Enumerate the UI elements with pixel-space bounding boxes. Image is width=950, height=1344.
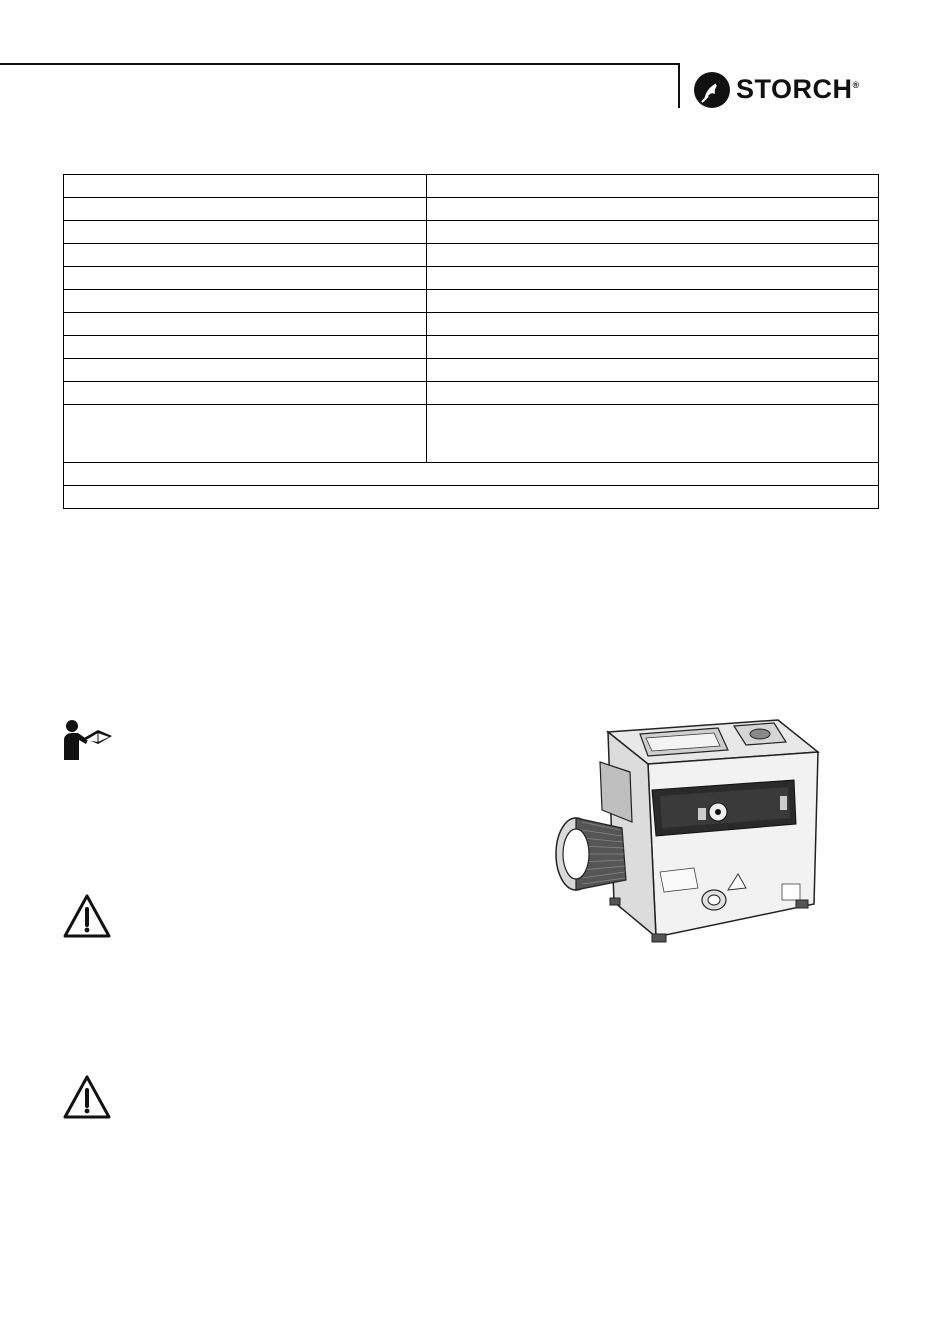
- header-divider: [678, 63, 680, 108]
- table-row: [64, 486, 879, 509]
- table-row: [64, 267, 879, 290]
- header-rule: [0, 63, 680, 65]
- spec-label-cell: [64, 175, 427, 198]
- spec-label-cell: [64, 221, 427, 244]
- table-row: [64, 359, 879, 382]
- table-row: [64, 290, 879, 313]
- spec-label-cell: [64, 244, 427, 267]
- spec-label-cell: [64, 267, 427, 290]
- spec-label-cell: [64, 313, 427, 336]
- heater-unit-illustration: [548, 712, 828, 950]
- spec-full-cell: [64, 486, 879, 509]
- storch-logo: [692, 70, 892, 110]
- warning-triangle-icon: [63, 1074, 111, 1120]
- spec-full-cell: [64, 463, 879, 486]
- table-row: [64, 175, 879, 198]
- spec-label-cell: [64, 359, 427, 382]
- table-row: [64, 244, 879, 267]
- spec-value-cell: [427, 313, 879, 336]
- warning-triangle-icon: [63, 893, 111, 939]
- brand-text: STORCH: [736, 74, 853, 104]
- spec-label-cell: [64, 336, 427, 359]
- spec-value-cell: [427, 175, 879, 198]
- spec-label-cell: [64, 198, 427, 221]
- table-row: [64, 336, 879, 359]
- spec-value-cell: [427, 221, 879, 244]
- spec-value-cell: [427, 198, 879, 221]
- read-manual-icon: [62, 718, 114, 762]
- table-row: [64, 382, 879, 405]
- storch-bird-icon: [692, 70, 732, 110]
- table-row: [64, 198, 879, 221]
- table-row: [64, 313, 879, 336]
- table-row: [64, 463, 879, 486]
- spec-table: [63, 174, 879, 509]
- spec-value-cell: [427, 267, 879, 290]
- table-row: [64, 405, 879, 463]
- brand-name: [736, 74, 860, 105]
- registered-mark: ®: [852, 80, 860, 90]
- spec-label-cell: [64, 382, 427, 405]
- table-row: [64, 221, 879, 244]
- spec-value-cell: [427, 359, 879, 382]
- spec-label-cell: [64, 290, 427, 313]
- spec-label-cell: [64, 405, 427, 463]
- spec-value-cell: [427, 290, 879, 313]
- spec-value-cell: [427, 405, 879, 463]
- spec-value-cell: [427, 244, 879, 267]
- spec-value-cell: [427, 382, 879, 405]
- spec-value-cell: [427, 336, 879, 359]
